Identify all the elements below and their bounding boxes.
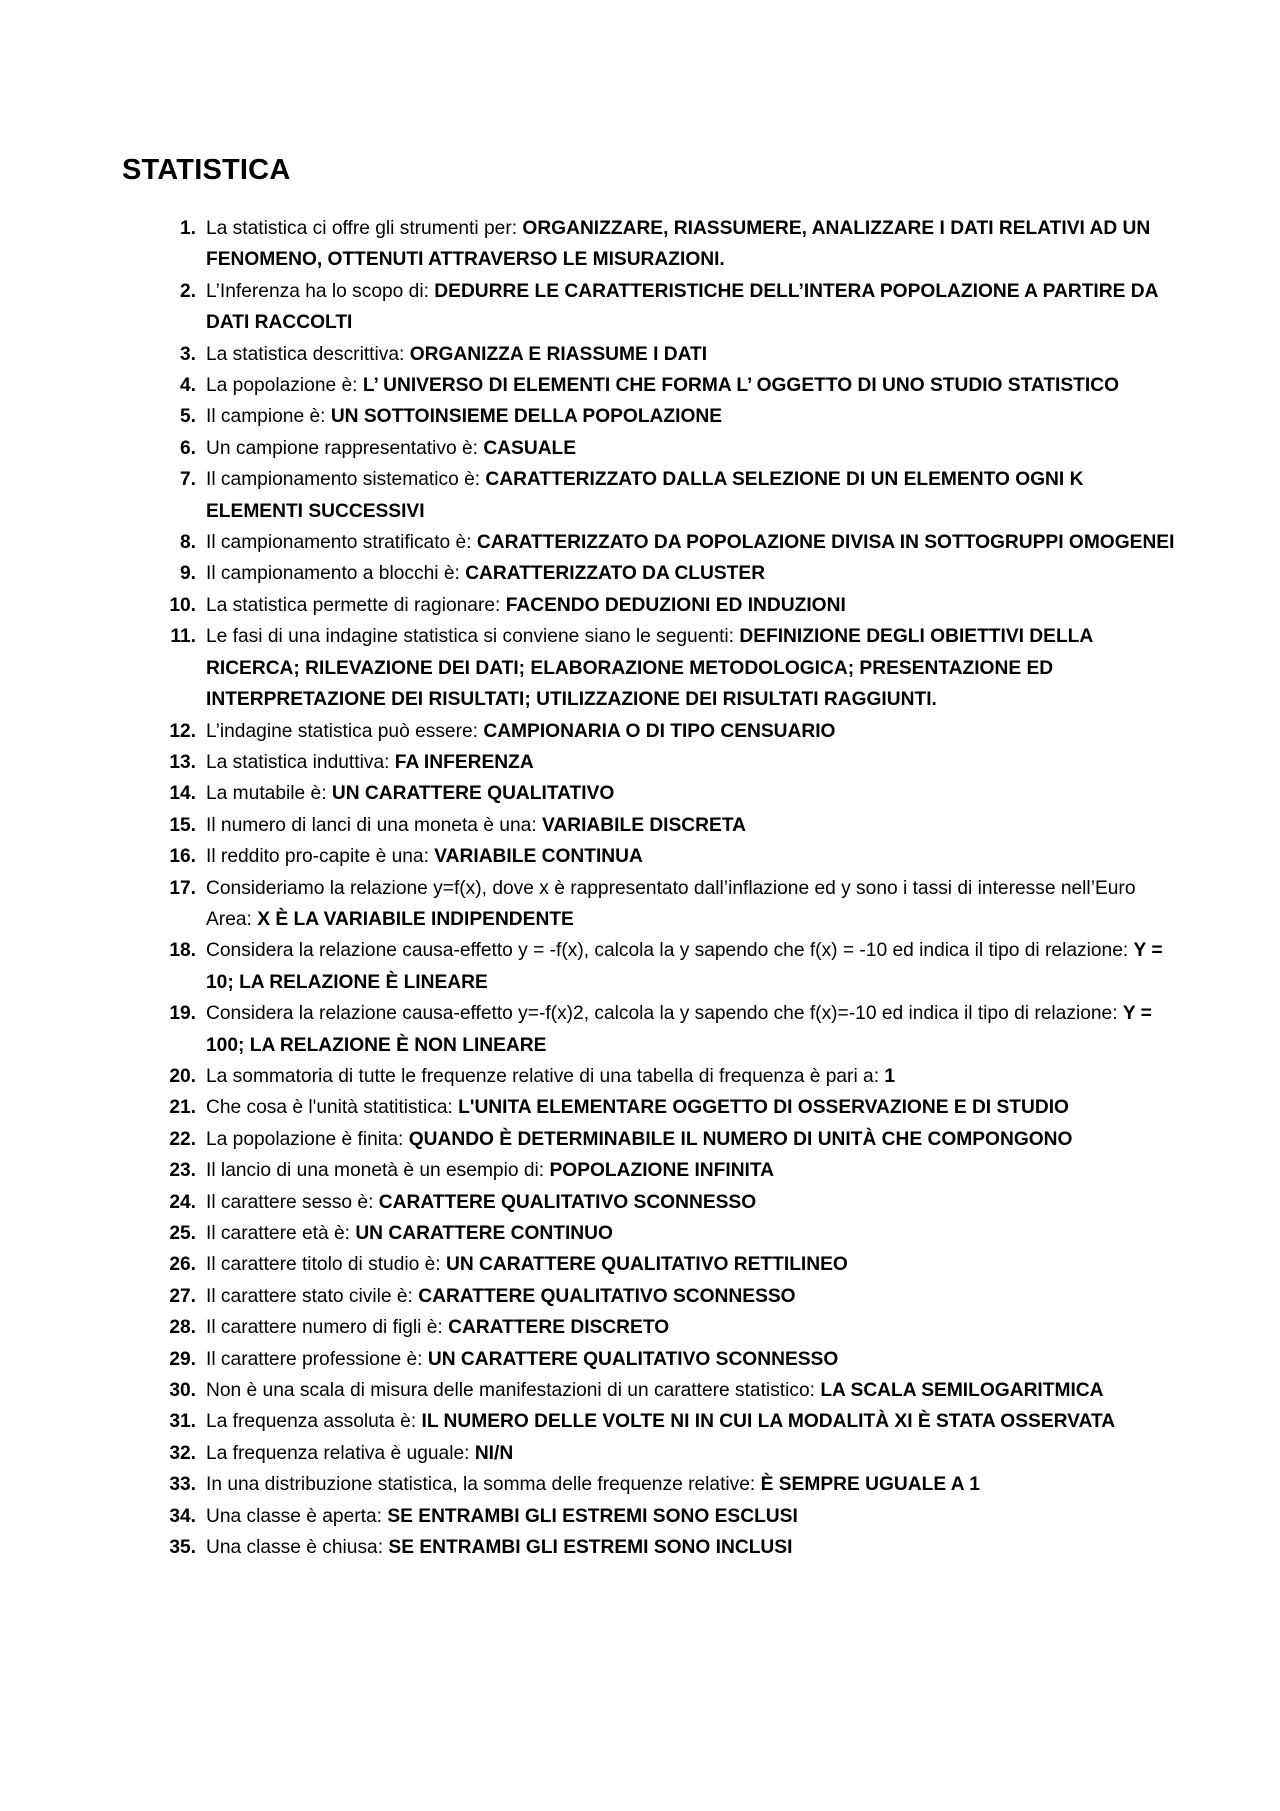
question-answer: CARATTERIZZATO DA CLUSTER <box>465 563 766 585</box>
question-number: 23. <box>169 1160 196 1182</box>
question-item <box>122 1124 1182 1155</box>
question-item <box>122 1501 1182 1532</box>
question-answer: Y = 10; LA RELAZIONE È LINEARE <box>206 940 1163 993</box>
question-number: 22. <box>169 1128 196 1150</box>
question-answer: UN CARATTERE QUALITATIVO <box>331 783 615 805</box>
question-number: 20. <box>169 1065 196 1087</box>
question-prompt: Il lancio di una monetà è un esempio di: <box>206 1160 545 1182</box>
question-number: 8. <box>179 532 196 554</box>
question-answer: 1 <box>884 1065 896 1087</box>
question-number: 24. <box>169 1191 196 1213</box>
question-number: 1. <box>179 218 196 239</box>
question-answer: L’ UNIVERSO DI ELEMENTI CHE FORMA L’ OGGETTO DI UNO STUDIO STATISTICO <box>362 375 1120 397</box>
question-prompt: La statistica descrittiva: <box>206 343 405 365</box>
question-answer: DEFINIZIONE DEGLI OBIETTIVI DELLA RICERCA; RILEVAZIONE DEI DATI; ELABORAZIONE METODOLOGICA; PRESENTAZIONE ED INTERPRETAZIONE DEI RISULTATI; UTILIZZAZIONE DEI RISULTATI RAGGIUNTI. <box>206 626 1093 711</box>
question-number: 28. <box>169 1317 196 1339</box>
question-answer: UN CARATTERE QUALITATIVO SCONNESSO <box>427 1348 839 1370</box>
question-item <box>122 1469 1182 1500</box>
question-prompt: In una distribuzione statistica, la somma delle frequenze relative: <box>206 1474 756 1496</box>
question-prompt: Il reddito pro-capite è una: <box>206 846 429 868</box>
question-item <box>122 464 1182 527</box>
question-item <box>122 1092 1182 1123</box>
question-answer: ORGANIZZARE, RIASSUMERE, ANALIZZARE I DATI RELATIVI AD UN FENOMENO, OTTENUTI ATTRAVERSO LE MISURAZIONI. <box>206 218 1151 271</box>
document-title: STATISTICA <box>122 154 291 186</box>
question-list <box>122 213 1182 1563</box>
question-answer: QUANDO È DETERMINABILE IL NUMERO DI UNITÀ CHE COMPONGONO <box>408 1128 1073 1150</box>
question-number: 17. <box>169 877 196 899</box>
question-prompt: Il campionamento stratificato è: <box>206 532 472 554</box>
question-item <box>122 558 1182 589</box>
question-number: 34. <box>169 1505 196 1527</box>
question-number: 5. <box>179 406 196 428</box>
question-item <box>122 401 1182 432</box>
question-prompt: L’Inferenza ha lo scopo di: <box>206 280 429 302</box>
question-answer: DEDURRE LE CARATTERISTICHE DELL’INTERA POPOLAZIONE A PARTIRE DA DATI RACCOLTI <box>206 280 1158 334</box>
question-item <box>122 1532 1182 1563</box>
question-number: 25. <box>169 1223 196 1244</box>
question-prompt: Il campionamento sistematico è: <box>206 469 481 491</box>
question-number: 3. <box>179 343 196 365</box>
question-number: 27. <box>169 1285 196 1307</box>
question-item <box>122 716 1182 747</box>
question-item <box>122 1344 1182 1375</box>
question-number: 18. <box>169 940 196 962</box>
question-number: 26. <box>169 1254 196 1276</box>
question-item <box>122 1155 1182 1186</box>
question-item <box>122 621 1182 715</box>
question-prompt: La statistica ci offre gli strumenti per: <box>206 218 518 239</box>
question-number: 29. <box>169 1348 196 1370</box>
question-prompt: Che cosa è l'unità statitistica: <box>206 1097 453 1119</box>
question-answer: UN CARATTERE QUALITATIVO RETTILINEO <box>445 1254 848 1276</box>
question-answer: VARIABILE DISCRETA <box>542 814 746 836</box>
question-prompt: Il carattere età è: <box>206 1223 350 1244</box>
question-answer: Y = 100; LA RELAZIONE È NON LINEARE <box>206 1003 1152 1056</box>
question-item <box>122 1312 1182 1343</box>
question-prompt: La frequenza relativa è uguale: <box>206 1442 470 1464</box>
question-item <box>122 1218 1182 1249</box>
question-item <box>122 1438 1182 1469</box>
question-number: 6. <box>179 437 196 459</box>
question-prompt: La popolazione è finita: <box>206 1128 404 1150</box>
question-answer: FACENDO DEDUZIONI ED INDUZIONI <box>505 594 846 616</box>
question-answer: FA INFERENZA <box>394 751 534 773</box>
question-item <box>122 433 1182 464</box>
question-answer: CARATTERIZZATO DALLA SELEZIONE DI UN ELEMENTO OGNI K ELEMENTI SUCCESSIVI <box>206 469 1084 522</box>
question-answer: CARATTERE DISCRETO <box>448 1317 670 1339</box>
question-number: 7. <box>179 469 196 491</box>
question-number: 33. <box>169 1474 196 1496</box>
question-item <box>122 1061 1182 1092</box>
question-prompt: La statistica induttiva: <box>206 751 390 773</box>
question-prompt: La popolazione è: <box>206 375 358 397</box>
question-answer: LA SCALA SEMILOGARITMICA <box>820 1380 1104 1402</box>
question-item <box>122 213 1182 276</box>
question-item <box>122 810 1182 841</box>
question-number: 2. <box>179 280 196 302</box>
question-number: 31. <box>169 1411 196 1433</box>
question-item <box>122 1375 1182 1406</box>
question-prompt: Una classe è aperta: <box>206 1505 382 1527</box>
question-prompt: Il carattere sesso è: <box>206 1191 374 1213</box>
question-item <box>122 370 1182 401</box>
question-prompt: Un campione rappresentativo è: <box>206 437 478 459</box>
question-prompt: Consideriamo la relazione y=f(x), dove x è rappresentato dall’inflazione ed y sono i tassi di interesse nell’Euro Area: <box>206 877 1136 930</box>
question-number: 11. <box>170 626 196 648</box>
question-prompt: Le fasi di una indagine statistica si conviene siano le seguenti: <box>206 626 734 648</box>
question-answer: È SEMPRE UGUALE A 1 <box>760 1474 980 1496</box>
question-number: 32. <box>169 1442 196 1464</box>
question-prompt: Il carattere titolo di studio è: <box>206 1254 441 1276</box>
question-number: 4. <box>179 375 196 397</box>
question-item <box>122 1249 1182 1280</box>
question-prompt: Il carattere numero di figli è: <box>206 1317 443 1339</box>
question-number: 13. <box>169 751 196 773</box>
question-number: 10. <box>169 594 196 616</box>
question-item <box>122 873 1182 936</box>
question-prompt: Il campione è: <box>206 406 326 428</box>
question-item <box>122 935 1182 998</box>
question-answer: VARIABILE CONTINUA <box>434 846 643 868</box>
question-prompt: Il campionamento a blocchi è: <box>206 563 460 585</box>
question-number: 16. <box>169 846 196 868</box>
question-answer: SE ENTRAMBI GLI ESTREMI SONO INCLUSI <box>388 1537 793 1559</box>
question-answer: UN CARATTERE CONTINUO <box>355 1223 613 1244</box>
question-number: 15. <box>169 814 196 836</box>
question-prompt: Il numero di lanci di una moneta è una: <box>206 814 537 836</box>
question-answer: CARATTERE QUALITATIVO SCONNESSO <box>418 1285 796 1307</box>
question-item <box>122 1281 1182 1312</box>
question-prompt: La frequenza assoluta è: <box>206 1411 417 1433</box>
question-item <box>122 339 1182 370</box>
question-item <box>122 1406 1182 1437</box>
question-answer: UN SOTTOINSIEME DELLA POPOLAZIONE <box>330 406 723 428</box>
question-prompt: La sommatoria di tutte le frequenze relative di una tabella di frequenza è pari a: <box>206 1065 880 1087</box>
question-number: 9. <box>179 563 196 585</box>
question-prompt: L’indagine statistica può essere: <box>206 720 478 742</box>
question-prompt: Il carattere stato civile è: <box>206 1285 413 1307</box>
question-number: 19. <box>169 1003 196 1025</box>
question-item <box>122 1187 1182 1218</box>
question-number: 12. <box>169 720 196 742</box>
question-item <box>122 998 1182 1061</box>
question-item <box>122 841 1182 872</box>
question-answer: L'UNITA ELEMENTARE OGGETTO DI OSSERVAZIONE E DI STUDIO <box>458 1097 1069 1119</box>
question-answer: CARATTERIZZATO DA POPOLAZIONE DIVISA IN SOTTOGRUPPI OMOGENEI <box>476 532 1175 554</box>
question-answer: SE ENTRAMBI GLI ESTREMI SONO ESCLUSI <box>387 1505 798 1527</box>
question-item <box>122 590 1182 621</box>
question-prompt: Una classe è chiusa: <box>206 1537 384 1559</box>
question-item <box>122 527 1182 558</box>
question-number: 21. <box>169 1097 196 1119</box>
question-answer: X È LA VARIABILE INDIPENDENTE <box>257 908 574 930</box>
question-number: 14. <box>169 783 196 805</box>
question-answer: CAMPIONARIA O DI TIPO CENSUARIO <box>483 720 836 742</box>
question-answer: POPOLAZIONE INFINITA <box>549 1160 775 1182</box>
question-prompt: Considera la relazione causa-effetto y=-f(x)2, calcola la y sapendo che f(x)=-10 ed indica il tipo di relazione: <box>206 1003 1118 1025</box>
question-answer: CASUALE <box>483 437 577 459</box>
question-prompt: La statistica permette di ragionare: <box>206 594 501 616</box>
question-number: 30. <box>169 1380 196 1402</box>
question-answer: CARATTERE QUALITATIVO SCONNESSO <box>378 1191 757 1213</box>
question-answer: IL NUMERO DELLE VOLTE NI IN CUI LA MODALITÀ XI È STATA OSSERVATA <box>421 1411 1116 1433</box>
question-number: 35. <box>169 1537 196 1559</box>
question-item <box>122 747 1182 778</box>
question-answer: NI/N <box>474 1442 514 1464</box>
question-prompt: Considera la relazione causa-effetto y = -f(x), calcola la y sapendo che f(x) = -10 ed indica il tipo di relazione: <box>206 940 1129 962</box>
question-item <box>122 276 1182 339</box>
question-answer: ORGANIZZA E RIASSUME I DATI <box>409 343 708 365</box>
question-item <box>122 778 1182 809</box>
question-prompt: La mutabile è: <box>206 783 327 805</box>
question-prompt: Il carattere professione è: <box>206 1348 423 1370</box>
question-prompt: Non è una scala di misura delle manifestazioni di un carattere statistico: <box>206 1380 815 1402</box>
